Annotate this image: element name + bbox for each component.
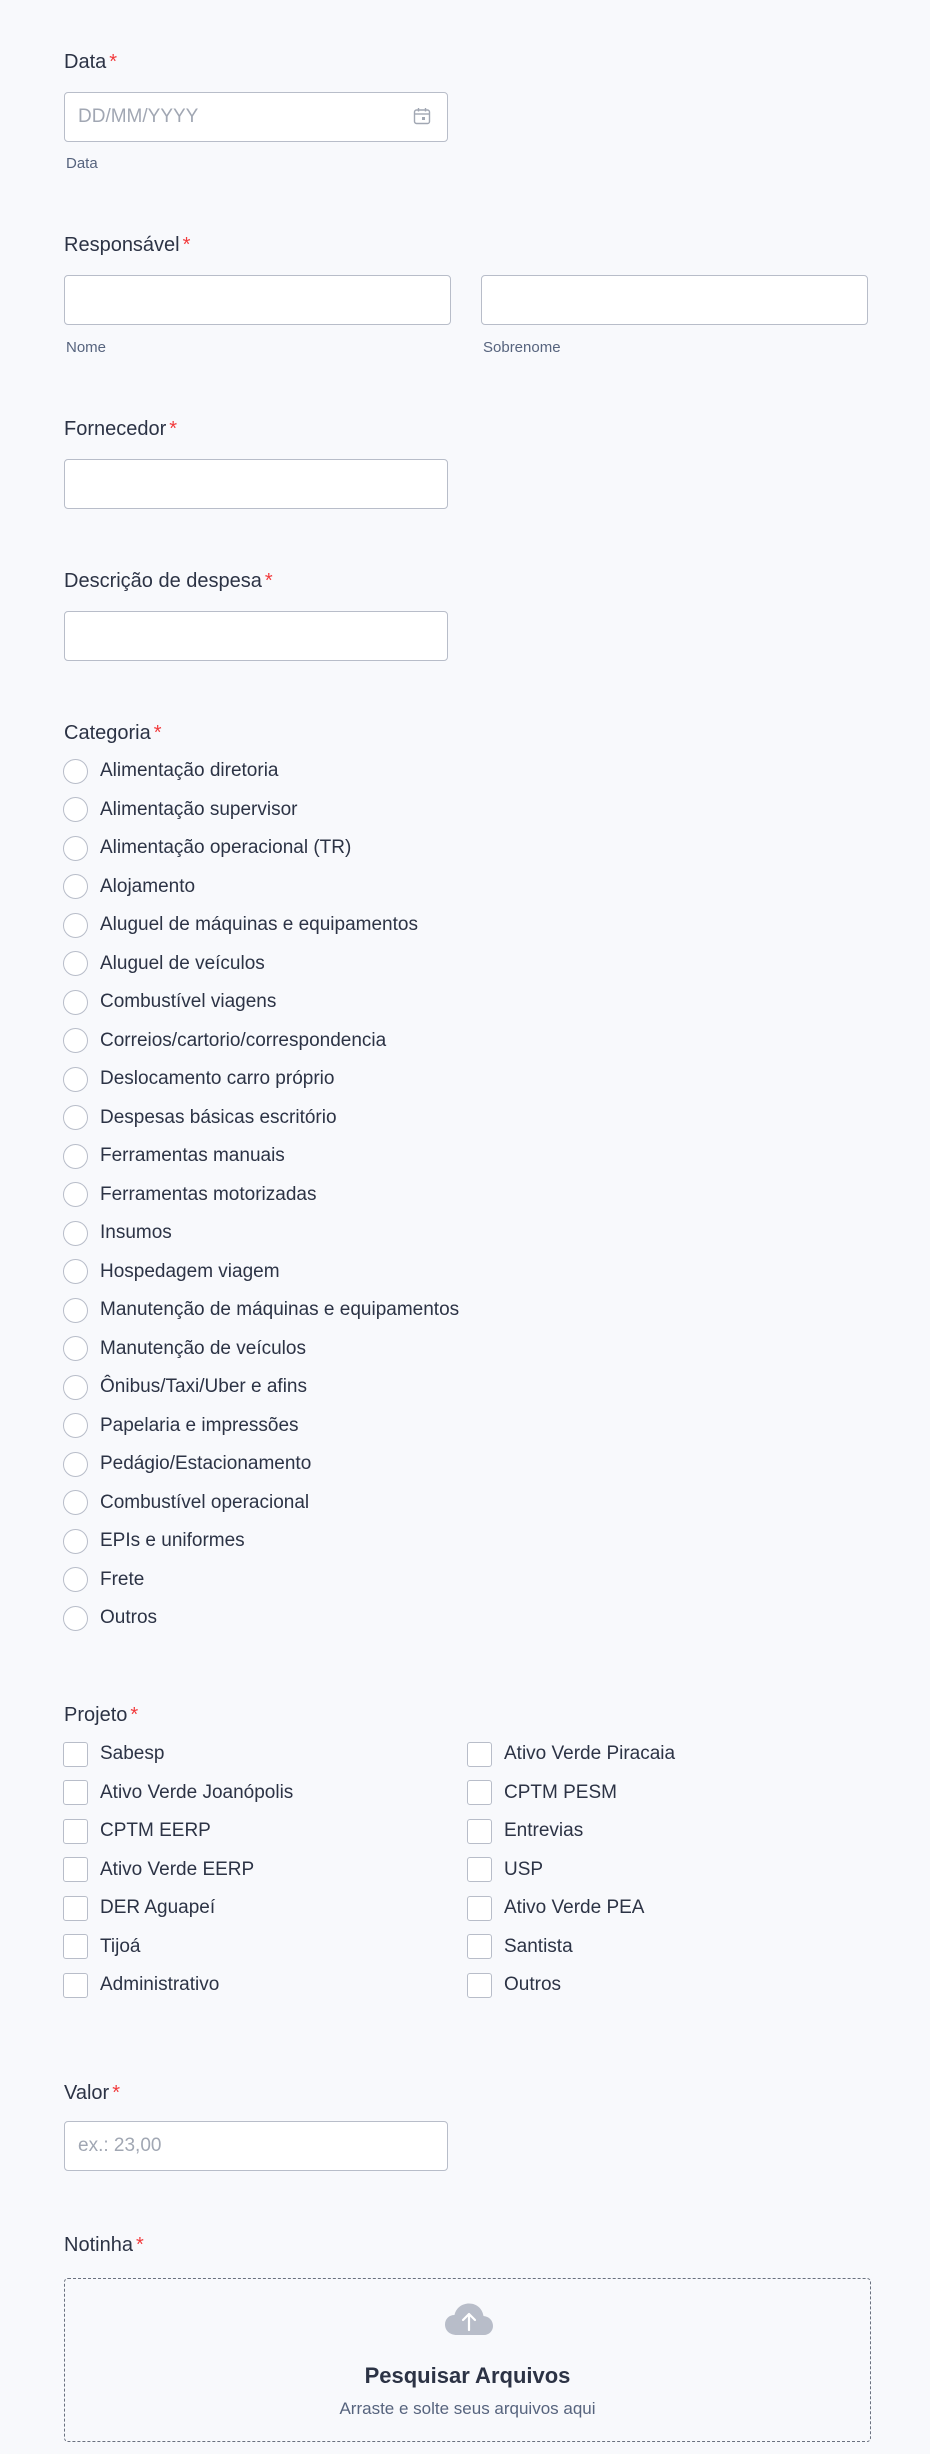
- checkbox-option[interactable]: [467, 1740, 797, 1768]
- checkbox-option-label: DER Aguapeí: [100, 1897, 216, 1918]
- checkbox-option[interactable]: [63, 1856, 393, 1884]
- radio-button[interactable]: [63, 1452, 88, 1477]
- checkbox[interactable]: [63, 1780, 88, 1805]
- checkbox-option[interactable]: [63, 1817, 393, 1845]
- radio-option[interactable]: [63, 1219, 563, 1247]
- radio-button[interactable]: [63, 1182, 88, 1207]
- radio-option[interactable]: [63, 1065, 563, 1093]
- responsavel-label: [64, 233, 190, 257]
- radio-button[interactable]: [63, 759, 88, 784]
- checkbox[interactable]: [63, 1742, 88, 1767]
- radio-button[interactable]: [63, 1298, 88, 1323]
- radio-button[interactable]: [63, 1567, 88, 1592]
- radio-option[interactable]: [63, 1142, 563, 1170]
- checkbox[interactable]: [63, 1819, 88, 1844]
- checkbox[interactable]: [63, 1934, 88, 1959]
- checkbox-option[interactable]: [467, 1856, 797, 1884]
- checkbox-option-label: USP: [504, 1858, 544, 1880]
- radio-option[interactable]: [63, 1335, 563, 1363]
- radio-option-label: Ferramentas manuais: [100, 1145, 285, 1166]
- checkbox-option-label: CPTM EERP: [100, 1820, 211, 1841]
- radio-option-label: Pedágio/Estacionamento: [100, 1453, 312, 1474]
- required-mark: *: [135, 2234, 144, 2256]
- radio-button[interactable]: [63, 797, 88, 822]
- calendar-icon[interactable]: [413, 107, 431, 125]
- checkbox[interactable]: [467, 1819, 492, 1844]
- checkbox[interactable]: [467, 1934, 492, 1959]
- required-mark: *: [130, 1704, 139, 1726]
- radio-option-label: Papelaria e impressões: [100, 1414, 299, 1436]
- radio-option-label: Alimentação diretoria: [100, 760, 279, 781]
- radio-option-label: Correios/cartorio/correspondencia: [100, 1029, 387, 1051]
- notinha-label-text: Notinha: [64, 2234, 133, 2256]
- first-name-sublabel: Nome: [66, 339, 107, 356]
- checkbox[interactable]: [467, 1896, 492, 1921]
- radio-option[interactable]: [63, 1604, 563, 1632]
- radio-button[interactable]: [63, 1490, 88, 1515]
- upload-subtitle: Arraste e solte seus arquivos aqui: [339, 2399, 596, 2418]
- radio-option-label: Ônibus/Taxi/Uber e afins: [100, 1376, 307, 1397]
- required-mark: *: [112, 2082, 121, 2104]
- radio-option-label: Insumos: [100, 1222, 172, 1243]
- checkbox-option[interactable]: [63, 1779, 393, 1807]
- categoria-label: [64, 721, 162, 745]
- checkbox-option-label: Ativo Verde PEA: [504, 1897, 645, 1918]
- radio-button[interactable]: [63, 1529, 88, 1554]
- descricao-input[interactable]: [64, 611, 448, 661]
- radio-option[interactable]: [63, 834, 563, 862]
- checkbox-option[interactable]: [63, 1933, 393, 1961]
- radio-option-label: Combustível viagens: [100, 991, 277, 1012]
- checkbox-option[interactable]: [63, 1894, 393, 1922]
- radio-option[interactable]: [63, 757, 563, 785]
- radio-button[interactable]: [63, 836, 88, 861]
- radio-option[interactable]: [63, 1412, 563, 1440]
- valor-input[interactable]: [64, 2121, 448, 2171]
- checkbox-option-label: Sabesp: [100, 1743, 165, 1764]
- fornecedor-label: [64, 417, 177, 441]
- radio-button[interactable]: [63, 1067, 88, 1092]
- checkbox-option-label: Administrativo: [100, 1974, 220, 1995]
- checkbox-option[interactable]: [467, 1933, 797, 1961]
- radio-option[interactable]: [63, 1296, 563, 1324]
- checkbox[interactable]: [63, 1973, 88, 1998]
- required-mark: *: [153, 722, 162, 744]
- radio-option[interactable]: [63, 1450, 563, 1478]
- radio-button[interactable]: [63, 874, 88, 899]
- checkbox-option[interactable]: [467, 1779, 797, 1807]
- radio-button[interactable]: [63, 1221, 88, 1246]
- required-mark: *: [169, 418, 178, 440]
- checkbox[interactable]: [467, 1973, 492, 1998]
- radio-option[interactable]: [63, 873, 563, 901]
- projeto-label-text: Projeto: [64, 1704, 128, 1726]
- radio-button[interactable]: [63, 1413, 88, 1438]
- checkbox-option-label: Ativo Verde Piracaia: [504, 1743, 676, 1764]
- checkbox-option-label: Ativo Verde EERP: [100, 1858, 255, 1880]
- radio-option-label: Ferramentas motorizadas: [100, 1183, 317, 1205]
- radio-button[interactable]: [63, 1606, 88, 1631]
- date-sublabel: Data: [66, 155, 98, 172]
- projeto-label: [64, 1703, 138, 1727]
- radio-option-label: Aluguel de máquinas e equipamentos: [100, 914, 418, 935]
- radio-option-label: Alimentação supervisor: [100, 798, 298, 820]
- checkbox-option-label: Entrevias: [504, 1820, 584, 1841]
- cloud-upload-icon: [444, 2301, 494, 2339]
- radio-option-label: Hospedagem viagem: [100, 1260, 280, 1282]
- checkbox-option-label: Tijoá: [100, 1935, 141, 1957]
- valor-label: [64, 2081, 120, 2105]
- radio-option-label: Frete: [100, 1568, 145, 1590]
- last-name-sublabel: Sobrenome: [483, 339, 561, 356]
- radio-option-label: Deslocamento carro próprio: [100, 1068, 335, 1089]
- data-label: [64, 50, 117, 74]
- radio-button[interactable]: [63, 951, 88, 976]
- radio-option-label: Alimentação operacional (TR): [100, 837, 352, 858]
- radio-option-label: Manutenção de veículos: [100, 1337, 306, 1359]
- checkbox[interactable]: [467, 1742, 492, 1767]
- radio-option-label: Despesas básicas escritório: [100, 1106, 337, 1128]
- checkbox-option[interactable]: [467, 1894, 797, 1922]
- data-label-text: Data: [64, 51, 107, 73]
- radio-option[interactable]: [63, 988, 563, 1016]
- checkbox-option-label: CPTM PESM: [504, 1781, 617, 1803]
- checkbox-option[interactable]: [63, 1971, 393, 1999]
- radio-option[interactable]: [63, 950, 563, 978]
- checkbox-option[interactable]: [63, 1740, 393, 1768]
- date-input[interactable]: [64, 92, 448, 142]
- file-upload-dropzone[interactable]: [64, 2278, 871, 2442]
- radio-button[interactable]: [63, 990, 88, 1015]
- radio-option[interactable]: [63, 1373, 563, 1401]
- last-name-input[interactable]: [481, 275, 868, 325]
- checkbox[interactable]: [63, 1857, 88, 1882]
- required-mark: *: [182, 234, 191, 256]
- radio-option[interactable]: [63, 796, 563, 824]
- checkbox-option[interactable]: [467, 1971, 797, 1999]
- descricao-label-text: Descrição de despesa: [64, 570, 262, 592]
- radio-option-label: Alojamento: [100, 875, 196, 897]
- notinha-label: [64, 2233, 144, 2257]
- checkbox[interactable]: [467, 1780, 492, 1805]
- radio-button[interactable]: [63, 1144, 88, 1169]
- radio-option[interactable]: [63, 1027, 563, 1055]
- radio-button[interactable]: [63, 1105, 88, 1130]
- radio-option-label: Manutenção de máquinas e equipamentos: [100, 1299, 460, 1320]
- fornecedor-label-text: Fornecedor: [64, 418, 167, 440]
- fornecedor-input[interactable]: [64, 459, 448, 509]
- radio-button[interactable]: [63, 1028, 88, 1053]
- checkbox-option-label: Ativo Verde Joanópolis: [100, 1781, 294, 1803]
- radio-button[interactable]: [63, 1375, 88, 1400]
- checkbox[interactable]: [467, 1857, 492, 1882]
- radio-option-label: Outros: [100, 1607, 158, 1628]
- checkbox[interactable]: [63, 1896, 88, 1921]
- first-name-input[interactable]: [64, 275, 451, 325]
- radio-option[interactable]: [63, 1181, 563, 1209]
- responsavel-label-text: Responsável: [64, 234, 180, 256]
- radio-button[interactable]: [63, 1259, 88, 1284]
- radio-option[interactable]: [63, 1566, 563, 1594]
- radio-option-label: Combustível operacional: [100, 1491, 310, 1513]
- descricao-label: [64, 569, 273, 593]
- upload-title: Pesquisar Arquivos: [364, 2363, 571, 2388]
- radio-option[interactable]: [63, 911, 563, 939]
- categoria-label-text: Categoria: [64, 722, 151, 744]
- checkbox-option-label: Outros: [504, 1974, 562, 1995]
- radio-option[interactable]: [63, 1258, 563, 1286]
- required-mark: *: [109, 51, 118, 73]
- radio-button[interactable]: [63, 913, 88, 938]
- checkbox-option-label: Santista: [504, 1935, 573, 1957]
- radio-option[interactable]: [63, 1104, 563, 1132]
- radio-option-label: Aluguel de veículos: [100, 952, 265, 974]
- radio-button[interactable]: [63, 1336, 88, 1361]
- radio-option[interactable]: [63, 1527, 563, 1555]
- radio-option-label: EPIs e uniformes: [100, 1530, 245, 1551]
- valor-label-text: Valor: [64, 2082, 110, 2104]
- checkbox-option[interactable]: [467, 1817, 797, 1845]
- required-mark: *: [264, 570, 273, 592]
- radio-option[interactable]: [63, 1489, 563, 1517]
